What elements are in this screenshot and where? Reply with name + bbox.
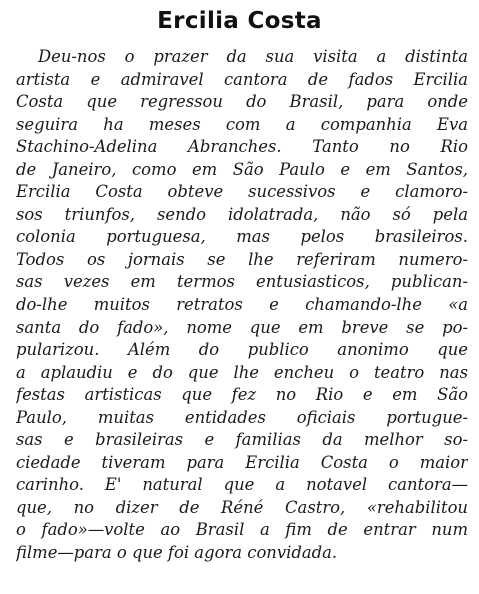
article-line: carinho. E' natural que a notavel cantora— (16, 475, 468, 495)
article-line: Costa que regressou do Brasil, para onde (16, 92, 468, 112)
article-line: seguira ha meses com a companhia Eva (16, 114, 468, 134)
article-body (16, 46, 468, 565)
article-line: sos triunfos, sendo idolatrada, não só pela (16, 204, 468, 224)
article-line: Ercilia Costa obteve sucessivos e clamoro- (16, 182, 468, 202)
article-title: Ercilia Costa (157, 8, 322, 34)
article-line: colonia portuguesa, mas pelos brasileiros. (16, 227, 468, 247)
article-line: o fado»—volte ao Brasil a fim de entrar num (16, 520, 468, 540)
article-line: pularizou. Além do publico anonimo que (16, 340, 468, 360)
article-line: do-lhe muitos retratos e chamando-lhe «a (16, 295, 468, 315)
article-line: de Janeiro, como em São Paulo e em Santos, (16, 159, 468, 179)
article-line: festas artisticas que fez no Rio e em São (16, 385, 468, 405)
article-line: Stachino-Adelina Abranches. Tanto no Rio (16, 137, 468, 157)
article-line: sas vezes em termos entusiasticos, publican- (16, 272, 468, 292)
article-line: Deu-nos o prazer da sua visita a distinta (38, 47, 468, 66)
article-line: sas e brasileiras e familias da melhor so- (16, 430, 468, 450)
article-line: artista e admiravel cantora de fados Ercilia (16, 69, 468, 89)
article-line: santa do fado», nome que em breve se po- (16, 317, 468, 337)
article-line: Todos os jornais se lhe referiram numero- (16, 249, 468, 269)
article-line: a aplaudiu e do que lhe encheu o teatro nas (16, 362, 468, 382)
article-line: ciedade tiveram para Ercilia Costa o maior (16, 452, 468, 472)
article-line: que, no dizer de Réné Castro, «rehabilitou (16, 497, 468, 517)
article-line: Paulo, muitas entidades oficiais portugue- (16, 407, 468, 427)
article-line: filme—para o que foi agora convidada. (16, 543, 338, 563)
